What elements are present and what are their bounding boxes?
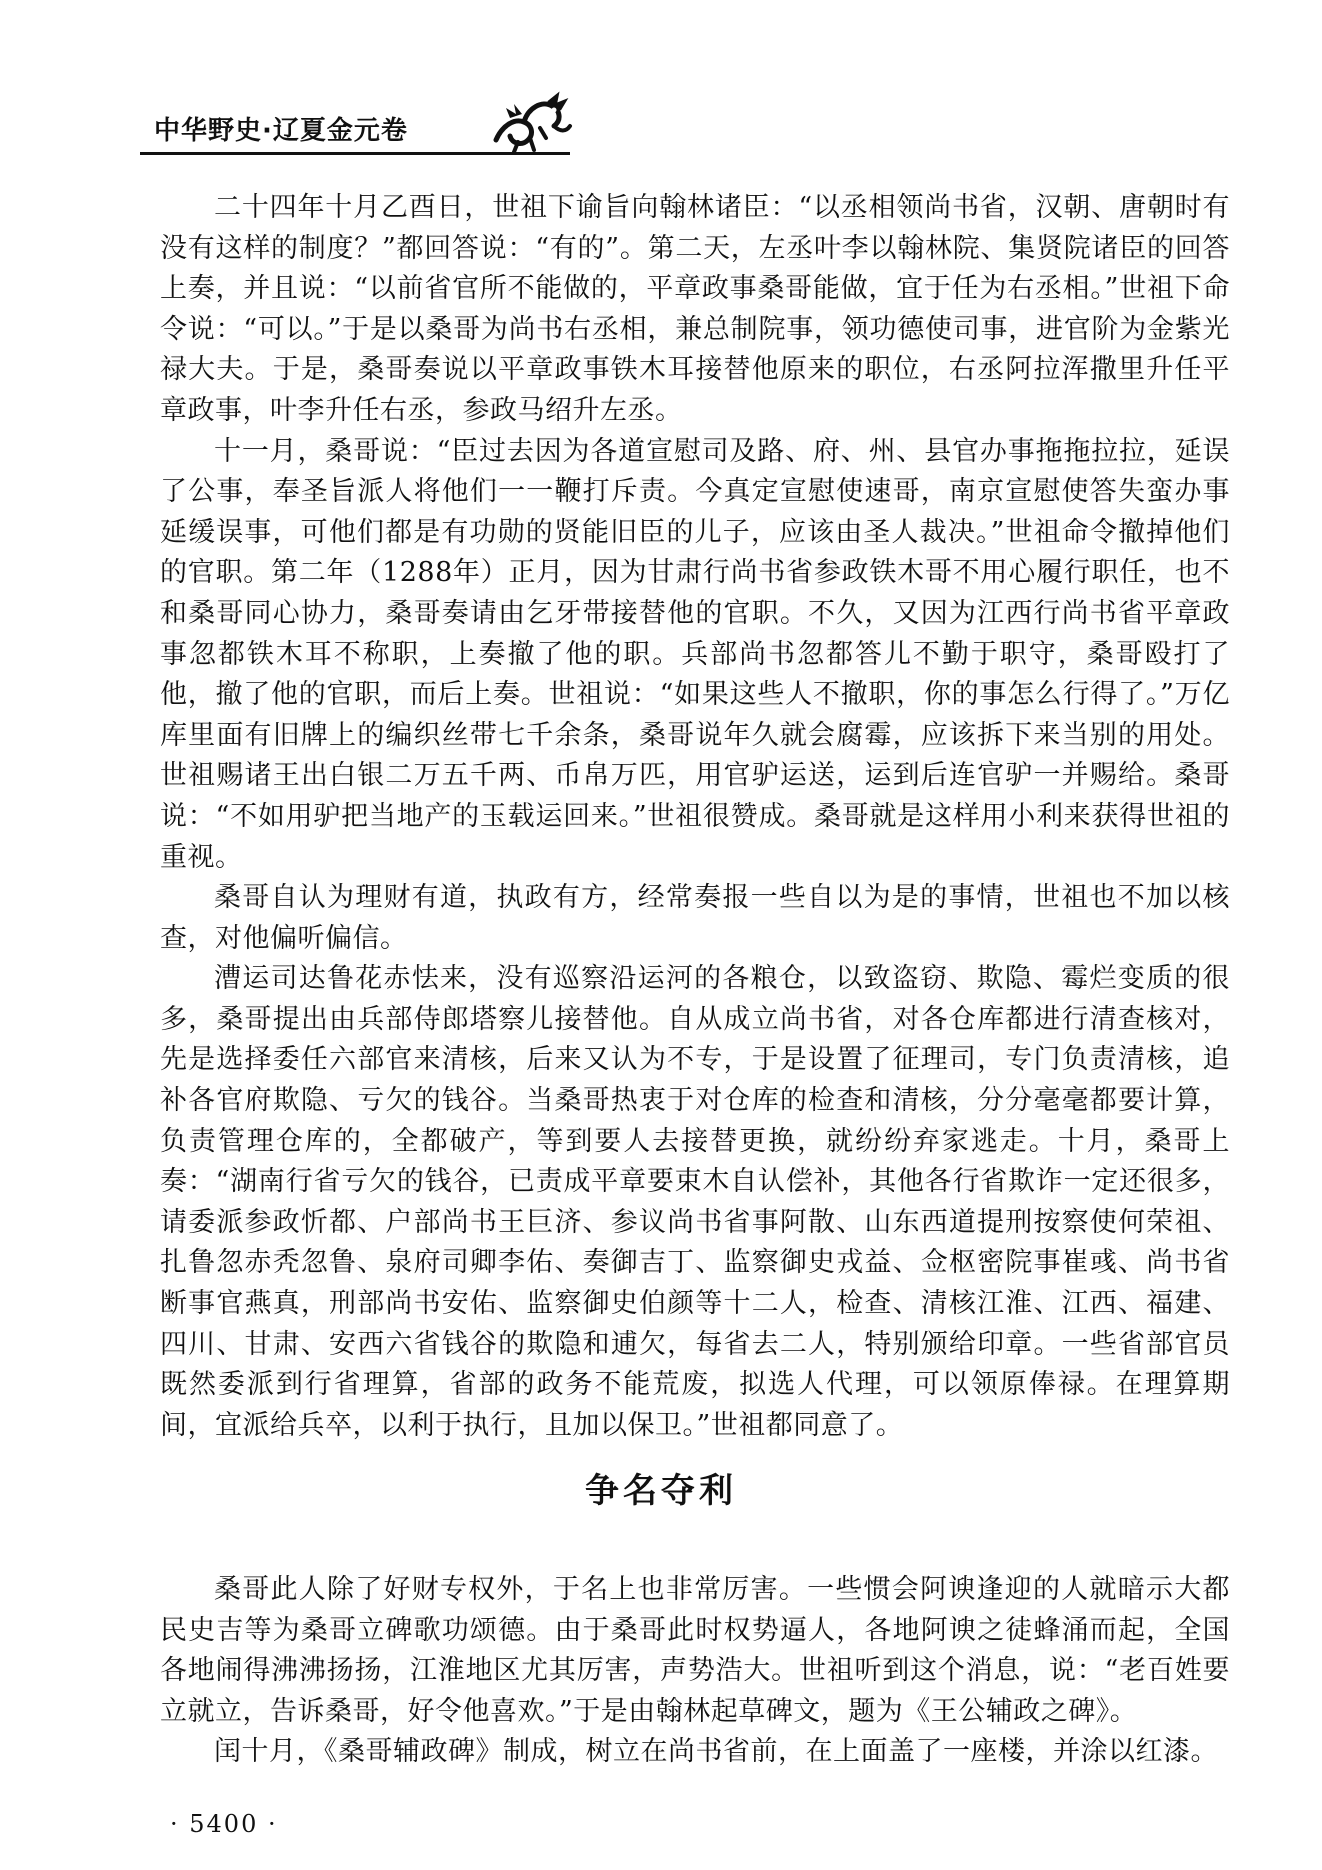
page-number: · 5400 ·: [170, 1810, 278, 1838]
section-heading: 争名夺利: [585, 1471, 737, 1511]
section-text: [160, 1570, 1230, 1773]
book-title: 中华野史·辽夏金元卷: [154, 116, 408, 146]
dragon-icon: [488, 88, 574, 158]
main-text: [160, 188, 1230, 1446]
paragraph: 漕运司达鲁花赤怯来，没有巡察沿运河的各粮仓，以致盗窃、欺隐、霉烂变质的很多，桑哥提出由兵部侍郎塔察儿接替他。自从成立尚书省，对各仓库都进行清查核对，先是选择委任六部官来清核，后来又认为不专，于是设置了征理司，专门负责清核，追补各官府欺隐、亏欠的钱谷。当桑哥热衷于对仓库的检查和清核，分分毫毫都要计算，负责管理仓库的，全都破产，等到要人去接替更换，就纷纷弃家逃走。十月，桑哥上奏：“湖南行省亏欠的钱谷，已责成平章要束木自认偿补，其他各行省欺诈一定还很多，请委派参政忻都、户部尚书王巨济、参议尚书省事阿散、山东西道提刑按察使何荣祖、扎鲁忽赤秃忽鲁、泉府司卿李佑、奏御吉丁、监察御史戎益、佥枢密院事崔彧、尚书省断事官燕真，刑部尚书安佑、监察御史伯颜等十二人，检查、清核江淮、江西、福建、四川、甘肃、安西六省钱谷的欺隐和逋欠，每省去二人，特别颁给印章。一些省部官员既然委派到行省理算，省部的政务不能荒废，拟选人代理，可以领原俸禄。在理算期间，宜派给兵卒，以利于执行，且加以保卫。”世祖都同意了。: [160, 963, 1230, 1441]
paragraph: 桑哥自认为理财有道，执政有方，经常奏报一些自以为是的事情，世祖也不加以核查，对他偏听偏信。: [160, 882, 1230, 954]
paragraph: 桑哥此人除了好财专权外，于名上也非常厉害。一些惯会阿谀逢迎的人就暗示大都民史吉等为桑哥立碑歌功颂德。由于桑哥此时权势逼人，各地阿谀之徒蜂涌而起，全国各地闹得沸沸扬扬，江淮地区尤其厉害，声势浩大。世祖听到这个消息，说：“老百姓要立就立，告诉桑哥，好令他喜欢。”于是由翰林起草碑文，题为《王公辅政之碑》。: [160, 1574, 1230, 1727]
paragraph: 二十四年十月乙酉日，世祖下谕旨向翰林诸臣：“以丞相领尚书省，汉朝、唐朝时有没有这样的制度？”都回答说：“有的”。第二天，左丞叶李以翰林院、集贤院诸臣的回答上奏，并且说：“以前省官所不能做的，平章政事桑哥能做，宜于任为右丞相。”世祖下命令说：“可以。”于是以桑哥为尚书右丞相，兼总制院事，领功德使司事，进官阶为金紫光禄大夫。于是，桑哥奏说以平章政事铁木耳接替他原来的职位，右丞阿拉浑撒里升任平章政事，叶李升任右丞，参政马绍升左丞。: [160, 192, 1230, 426]
paragraph: 闰十月，《桑哥辅政碑》制成，树立在尚书省前，在上面盖了一座楼，并涂以红漆。: [214, 1736, 1218, 1768]
paragraph: 十一月，桑哥说：“臣过去因为各道宣慰司及路、府、州、县官办事拖拖拉拉，延误了公事，奉圣旨派人将他们一一鞭打斥责。今真定宣慰使速哥，南京宣慰使答失蛮办事延缓误事，可他们都是有功勋的贤能旧臣的儿子，应该由圣人裁决。”世祖命令撤掉他们的官职。第二年（1288年）正月，因为甘肃行尚书省参政铁木哥不用心履行职任，也不和桑哥同心协力，桑哥奏请由乞牙带接替他的官职。不久，又因为江西行尚书省平章政事忽都铁木耳不称职，上奏撤了他的职。兵部尚书忽都答儿不勤于职守，桑哥殴打了他，撤了他的官职，而后上奏。世祖说：“如果这些人不撤职，你的事怎么行得了。”万亿库里面有旧牌上的编织丝带七千余条，桑哥说年久就会腐霉，应该拆下来当别的用处。世祖赐诸王出白银二万五千两、币帛万匹，用官驴运送，运到后连官驴一并赐给。桑哥说：“不如用驴把当地产的玉载运回来。”世祖很赞成。桑哥就是这样用小利来获得世祖的重视。: [160, 435, 1230, 873]
